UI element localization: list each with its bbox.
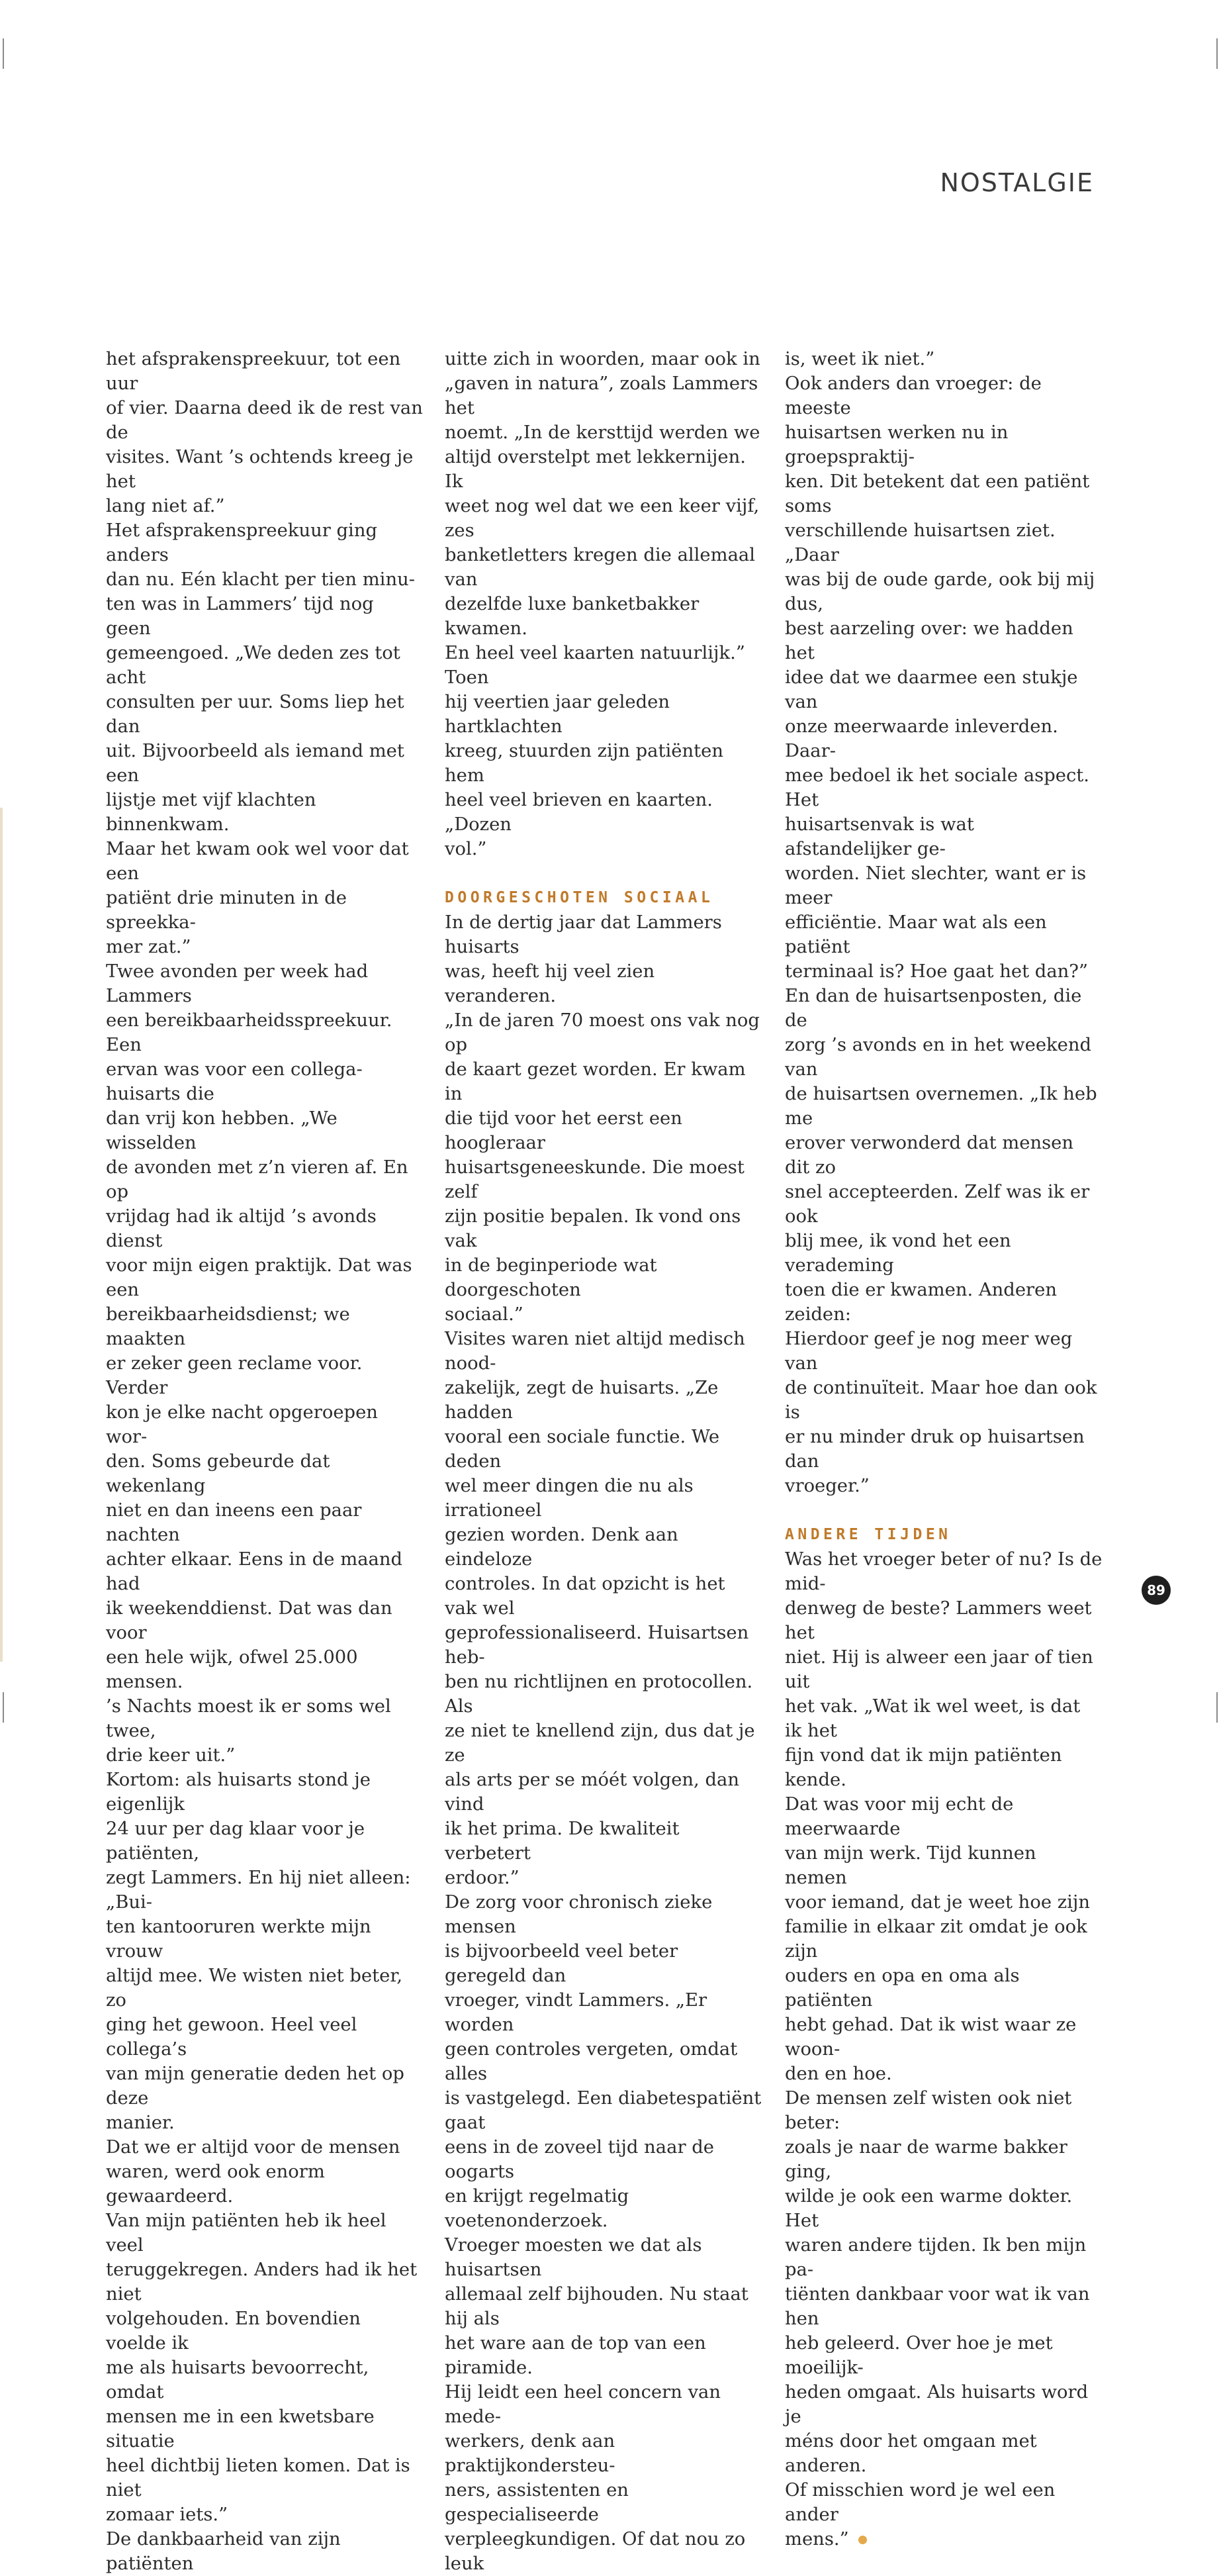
page-number-badge: 89 <box>1142 1576 1171 1605</box>
article-paragraph: En dan de huisartsenposten, die de zorg ’s avonds en in het weekend van de huisartsen overnemen. „Ik heb me erover verwonderd dat mensen dit zo snel accepteerden. Zelf was ik er ook blij mee, ik vond het een verademing toen die er kwamen. Anderen zeiden: Hierdoor geef je nog meer weg van de continuïteit. Maar hoe dan ook is er nu minder druk op huisartsen dan vroeger.” <box>785 986 1097 1496</box>
crop-mark-bottom-left <box>3 1692 4 1723</box>
article-paragraph: het afsprakenspreekuur, tot een uur of vier. Daarna deed ik de rest van de visites. Want ’s ochtends kreeg je het lang niet af.” <box>106 349 423 516</box>
article-paragraph: Was het vroeger beter of nu? Is de mid- denweg de beste? Lammers weet het niet. Hij is alweer een jaar of tien uit het vak. „Wat ik wel weet, is dat ik het fijn vond dat ik mijn patiënten kende. Dat was voor mij echt de meerwaarde van mijn werk. Tijd kunnen nemen voor iemand, dat je weet hoe zijn familie in elkaar zit omdat je ook zijn ouders en opa en oma als patiënten hebt gehad. Dat ik wist waar ze woon- den en hoe. <box>785 1549 1103 2084</box>
article-paragraph: is, weet ik niet.” <box>785 349 935 369</box>
article-column-1 <box>106 347 424 2576</box>
crop-mark-top-right <box>1216 38 1218 69</box>
crop-mark-top-left <box>3 38 4 69</box>
article-paragraph: De dankbaarheid van zijn patiënten <box>106 2529 341 2574</box>
end-of-article-dot-icon <box>858 2536 867 2544</box>
article-paragraph: Twee avonden per week had Lammers een bereikbaarheidsspreekuur. Een ervan was voor een collega-huisarts die dan vrij kon hebben. „We wisselden de avonden met z’n vieren af. En op vrijdag had ik altijd ’s avonds dienst voor mijn eigen praktijk. Dat was een bereikbaarheidsdienst; we maakten er zeker geen reclame voor. Verder kon je elke nacht opgeroepen wor- den. Soms gebeurde dat wekenlang niet en dan ineens een paar nachten achter elkaar. Eens in de maand had ik weekenddienst. Dat was dan voor een hele wijk, ofwel 25.000 mensen. ’s Nachts moest ik er soms wel twee, drie keer uit.” <box>106 961 412 1766</box>
crop-mark-bottom-right <box>1216 1692 1218 1723</box>
article-paragraph: Het afsprakenspreekuur ging anders dan nu. Eén klacht per tien minu- ten was in Lammers’ tijd nog geen gemeengoed. „We deden zes tot acht consulten per uur. Soms liep het dan uit. Bijvoorbeeld als iemand met een lijstje met vijf klachten binnenkwam. Maar het kwam ook wel voor dat een patiënt drie minuten in de spreekka- mer zat.” <box>106 520 415 957</box>
article-paragraph: In de dertig jaar dat Lammers huisarts was, heeft hij veel zien veranderen. „In de jaren 70 moest ons vak nog op de kaart gezet worden. Er kwam in die tijd voor het eerst een hoogleraar huisartsgeneeskunde. Die moest zelf zijn positie bepalen. Ik vond ons vak in de beginperiode wat doorgeschoten sociaal.” <box>445 912 760 1325</box>
article-paragraph: De zorg voor chronisch zieke mensen is bijvoorbeeld veel beter geregeld dan vroeger, vindt Lammers. „Er worden geen controles vergeten, omdat alles is vastgelegd. Een diabetespatiënt gaat eens in de zoveel tijd naar de oogarts en krijgt regelmatig voetenonderzoek. Vroeger moesten we dat als huisartsen allemaal zelf bijhouden. Nu staat hij als het ware aan de top van een piramide. Hij leidt een heel concern van mede- werkers, denk aan praktijkondersteu- ners, assistenten en gespecialiseerde verpleegkundigen. Of dat nou zo leuk <box>445 1892 762 2574</box>
article-paragraph: Kortom: als huisarts stond je eigenlijk 24 uur per dag klaar voor je patiënten, zegt Lammers. En hij niet alleen: „Bui- ten kantooruren werkte mijn vrouw altijd mee. We wisten niet beter, zo ging het gewoon. Heel veel collega’s van mijn generatie deden het op deze manier. <box>106 1770 411 2133</box>
article-column-2 <box>445 347 762 2576</box>
page-edge-strip <box>0 808 3 1662</box>
article-paragraph: De mensen zelf wisten ook niet beter: zoals je naar de warme bakker ging, wilde je ook een warme dokter. Het waren andere tijden. Ik ben mijn pa- tiënten dankbaar voor wat ik van hen heb geleerd. Over hoe je met moeilijk- heden omgaat. Als huisarts word je méns door het omgaan met anderen. Of misschien word je wel een ander mens.” <box>785 2088 1090 2550</box>
section-subheading: DOORGESCHOTEN SOCIAAL <box>445 889 714 906</box>
article-paragraph: Ook anders dan vroeger: de meeste huisartsen werken nu in groepspraktij- ken. Dit betekent dat een patiënt soms verschillende huisartsen ziet. „Daar was bij de oude garde, ook bij mij dus, best aarzeling over: we hadden het idee dat we daarmee een stukje van onze meerwaarde inleverden. Daar- mee bedoel ik het sociale aspect. Het huisartsenvak is wat afstandelijker ge- worden. Niet slechter, want er is meer efficiëntie. Maar wat als een patiënt terminaal is? Hoe gaat het dan?” <box>785 373 1095 982</box>
article-paragraph: uitte zich in woorden, maar ook in „gaven in natura”, zoals Lammers het noemt. „In de kersttijd werden we altijd overstelpt met lekkernijen. Ik weet nog wel dat we een keer vijf, zes banketletters kregen die allemaal van dezelfde luxe banketbakker kwamen. En heel veel kaarten natuurlijk.” Toen hij veertien jaar geleden hartklachten kreeg, stuurden zijn patiënten hem heel veel brieven en kaarten. „Dozen vol.” <box>445 349 760 859</box>
article-paragraph: Dat we er altijd voor de mensen waren, werd ook enorm gewaardeerd. Van mijn patiënten heb ik heel veel teruggekregen. Anders had ik het niet volgehouden. En bovendien voelde ik me als huisarts bevoorrecht, omdat mensen me in een kwetsbare situatie heel dichtbij lieten komen. Dat is niet zomaar iets.” <box>106 2137 418 2525</box>
section-label: NOSTALGIE <box>940 168 1094 197</box>
article-column-3 <box>785 347 1103 2552</box>
section-subheading: ANDERE TIJDEN <box>785 1526 952 1543</box>
article-paragraph: Visites waren niet altijd medisch nood- zakelijk, zegt de huisarts. „Ze hadden vooral een sociale functie. We deden wel meer dingen die nu als irrationeel gezien worden. Denk aan eindeloze controles. In dat opzicht is het vak wel geprofessionaliseerd. Huisartsen heb- ben nu richtlijnen en protocollen. Als ze niet te knellend zijn, dus dat je ze als arts per se móét volgen, dan vind ik het prima. De kwaliteit verbetert erdoor.” <box>445 1329 755 1888</box>
